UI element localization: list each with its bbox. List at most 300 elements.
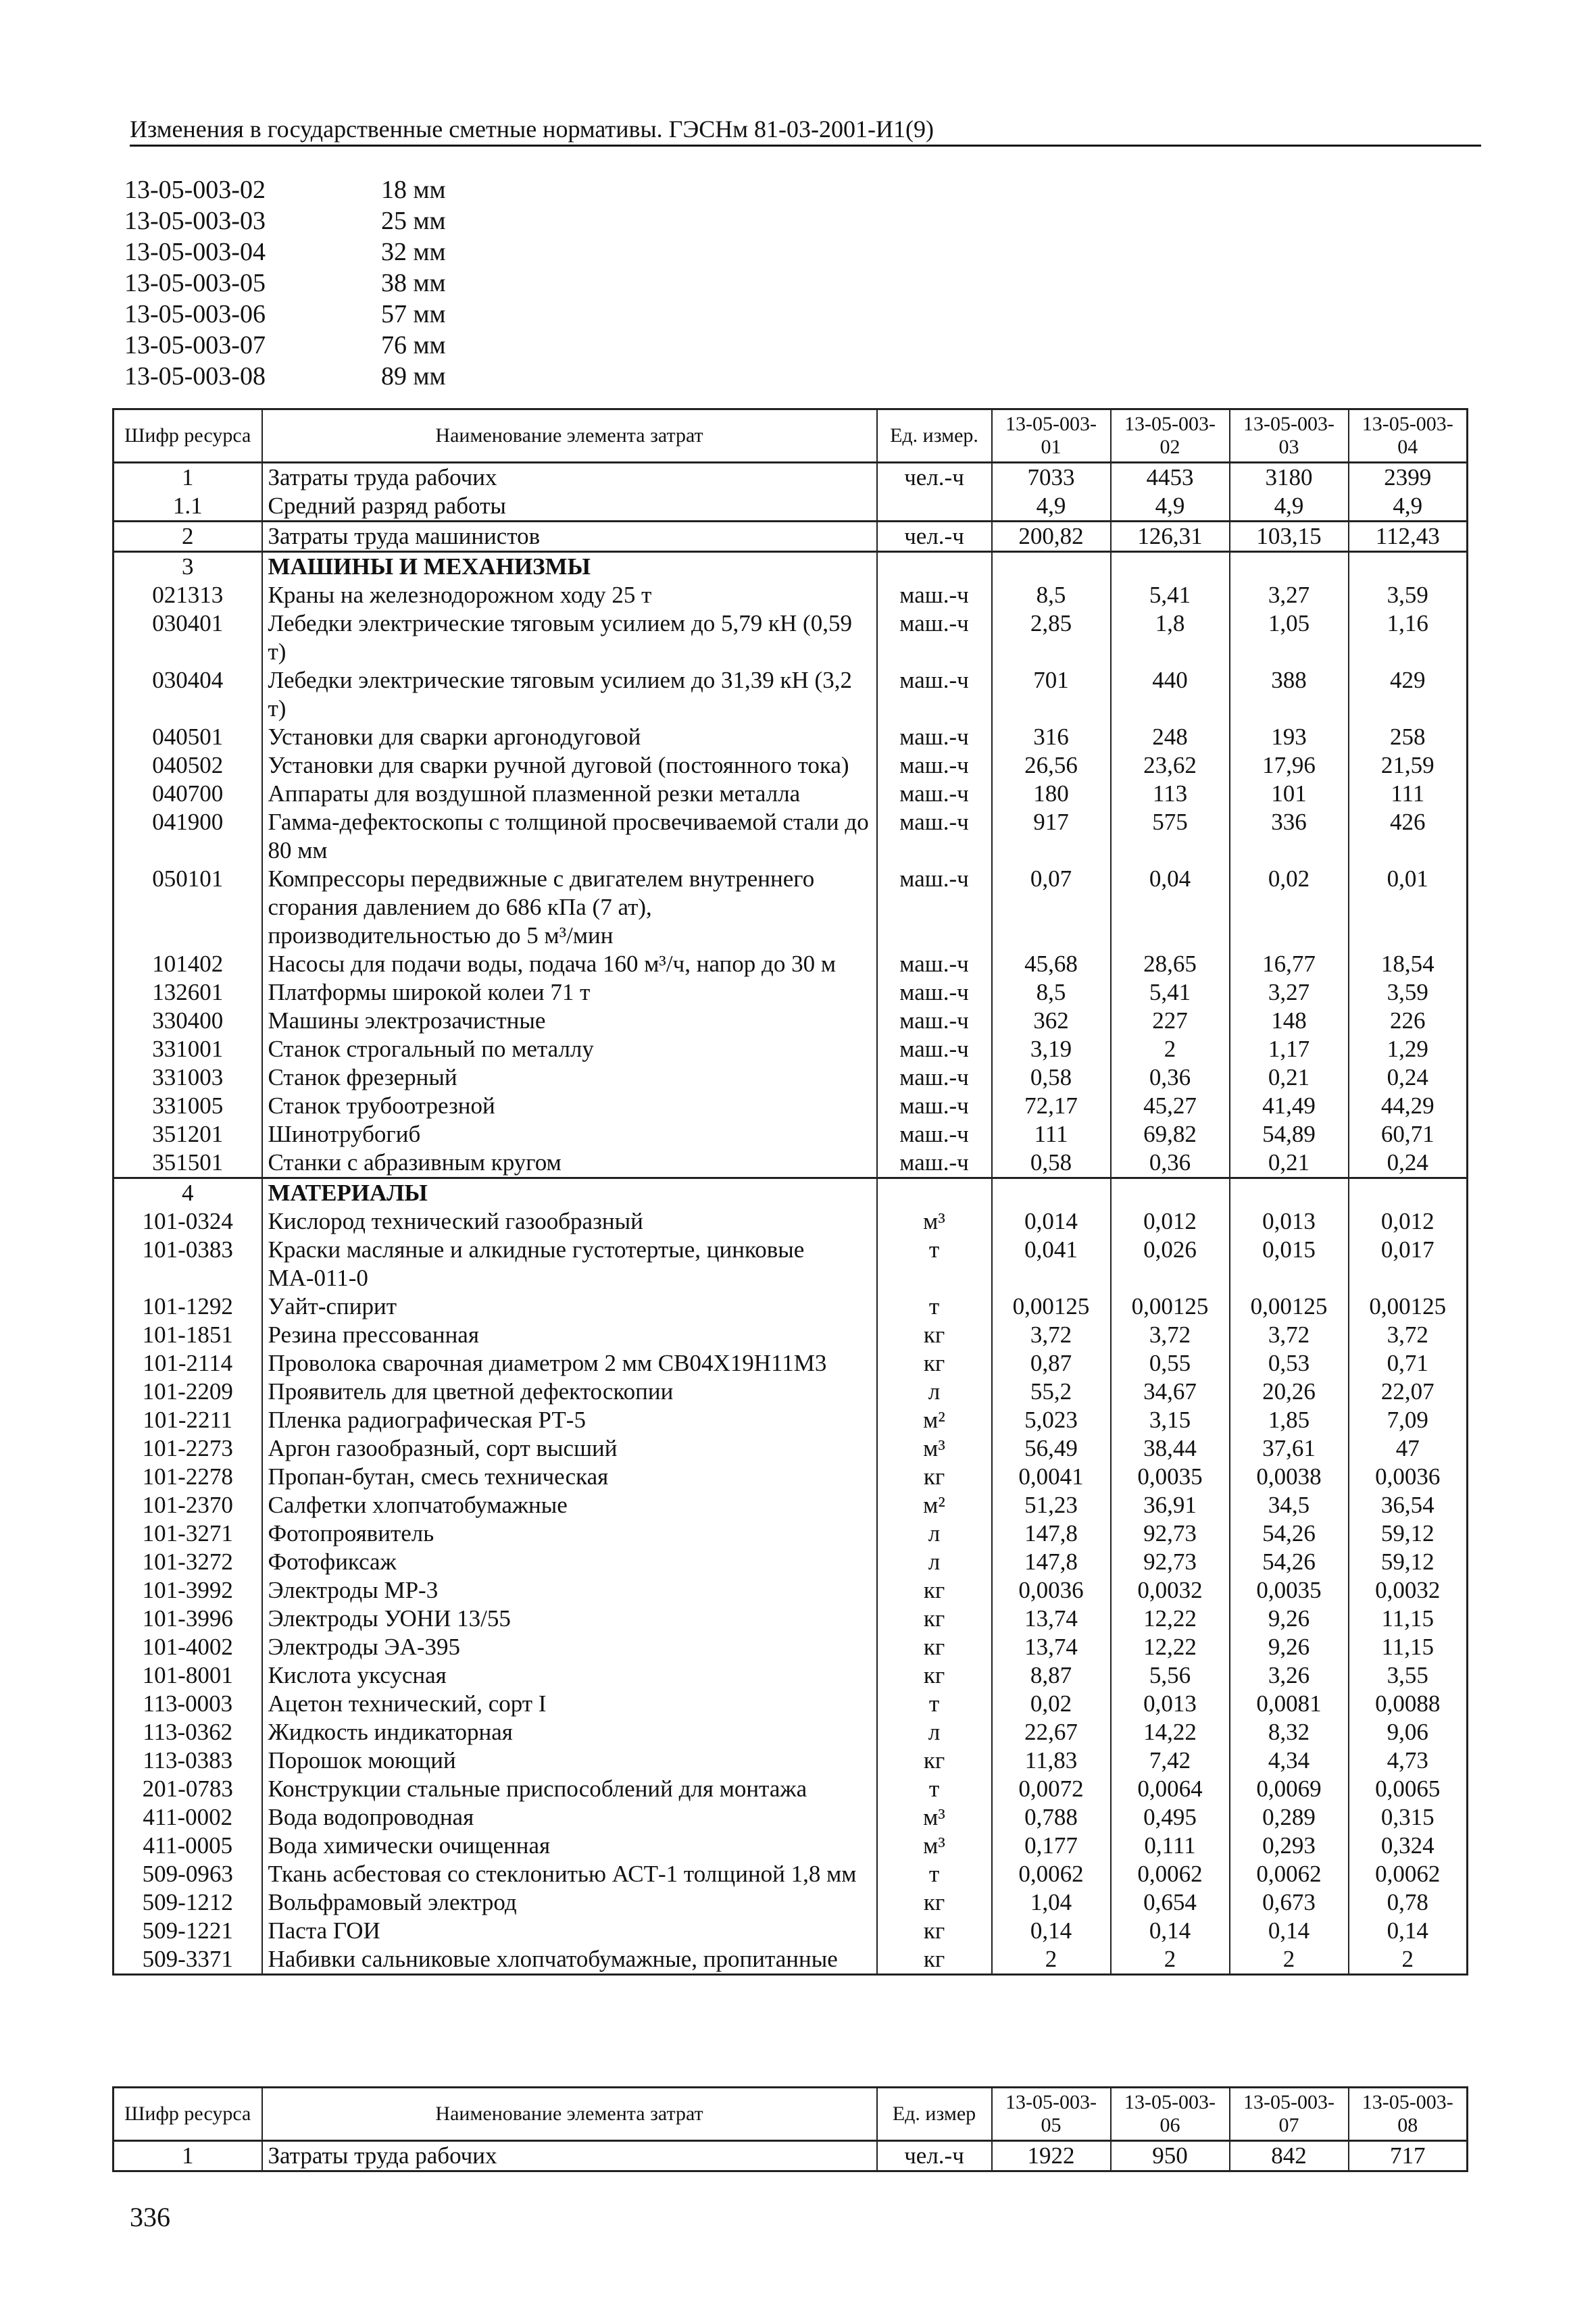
value-cell: 2 — [1349, 1945, 1468, 1975]
value-cell: 126,31 — [1111, 522, 1230, 552]
value-cell: 47 — [1349, 1434, 1468, 1463]
column-header: 13-05-003-08 — [1349, 2088, 1468, 2141]
value-cell: 44,29 — [1349, 1092, 1468, 1120]
code-size-list — [124, 174, 446, 392]
code-row — [124, 174, 446, 205]
value-cell: 3,72 — [1349, 1321, 1468, 1349]
resource-code-cell: 101-3271 — [114, 1519, 262, 1548]
value-cell — [1230, 1178, 1349, 1208]
page-number: 336 — [130, 2202, 170, 2232]
unit-cell: м³ — [877, 1803, 992, 1832]
value-cell: 3,27 — [1230, 581, 1349, 609]
value-cell: 0,87 — [992, 1349, 1111, 1378]
value-cell: 41,49 — [1230, 1092, 1349, 1120]
resource-name-cell: Платформы широкой колеи 71 т — [262, 978, 877, 1007]
value-cell: 0,654 — [1111, 1888, 1230, 1917]
code-label: 13-05-003-05 — [124, 269, 266, 297]
unit-cell: кг — [877, 1463, 992, 1491]
value-cell: 4,9 — [1349, 492, 1468, 522]
value-cell: 5,41 — [1111, 978, 1230, 1007]
resource-code-cell: 351501 — [114, 1149, 262, 1178]
resource-name-cell: Проволока сварочная диаметром 2 мм СВ04Х19Н11М3 — [262, 1349, 877, 1378]
unit-cell: маш.-ч — [877, 1120, 992, 1149]
unit-cell: маш.-ч — [877, 609, 992, 666]
value-cell: 7,42 — [1111, 1746, 1230, 1775]
resource-name-cell: Фотофиксаж — [262, 1548, 877, 1576]
resource-code-cell: 331005 — [114, 1092, 262, 1120]
value-cell: 3,27 — [1230, 978, 1349, 1007]
unit-cell: маш.-ч — [877, 581, 992, 609]
unit-cell: кг — [877, 1605, 992, 1633]
value-cell: 200,82 — [992, 522, 1111, 552]
resource-name-cell: Кислород технический газообразный — [262, 1207, 877, 1236]
resource-code-cell: 101-4002 — [114, 1633, 262, 1661]
value-cell: 3,15 — [1111, 1406, 1230, 1434]
size-label: 89 мм — [381, 362, 446, 391]
table-row — [114, 1463, 1468, 1491]
value-cell: 8,87 — [992, 1661, 1111, 1690]
resource-code-cell: 030401 — [114, 609, 262, 666]
resource-name-cell: Ткань асбестовая со стеклонитью АСТ-1 толщиной 1,8 мм — [262, 1860, 877, 1888]
table-row — [114, 666, 1468, 723]
column-header: Наименование элемента затрат — [262, 409, 877, 463]
value-cell: 51,23 — [992, 1491, 1111, 1519]
resource-name-cell: Установки для сварки аргонодуговой — [262, 723, 877, 751]
value-cell: 103,15 — [1230, 522, 1349, 552]
resource-code-cell: 101-1292 — [114, 1292, 262, 1321]
resource-code-cell: 201-0783 — [114, 1775, 262, 1803]
value-cell — [1230, 552, 1349, 582]
column-header: 13-05-003-01 — [992, 409, 1111, 463]
value-cell: 8,5 — [992, 581, 1111, 609]
table-row — [114, 1661, 1468, 1690]
table-row — [114, 978, 1468, 1007]
value-cell: 950 — [1111, 2141, 1230, 2171]
value-cell: 2 — [992, 1945, 1111, 1975]
resource-name-cell: Лебедки электрические тяговым усилием до 5,79 кН (0,59 т) — [262, 609, 877, 666]
code-row — [124, 236, 446, 268]
value-cell: 0,02 — [1230, 865, 1349, 950]
resource-table-2 — [112, 2086, 1468, 2172]
value-cell: 54,26 — [1230, 1548, 1349, 1576]
value-cell: 11,15 — [1349, 1605, 1468, 1633]
value-cell: 0,0035 — [1111, 1463, 1230, 1491]
code-label: 13-05-003-08 — [124, 362, 266, 391]
value-cell: 0,0069 — [1230, 1775, 1349, 1803]
size-label: 32 мм — [381, 238, 446, 266]
table-row — [114, 1945, 1468, 1975]
column-header: 13-05-003-07 — [1230, 2088, 1349, 2141]
value-cell: 7033 — [992, 463, 1111, 493]
resource-name-cell: Проявитель для цветной дефектоскопии — [262, 1378, 877, 1406]
value-cell: 36,54 — [1349, 1491, 1468, 1519]
resource-code-cell: 509-0963 — [114, 1860, 262, 1888]
resource-name-cell: Компрессоры передвижные с двигателем внутреннего сгорания давлением до 686 кПа (7 ат), производительностью до 5 м³/мин — [262, 865, 877, 950]
table-row — [114, 1035, 1468, 1063]
unit-cell: кг — [877, 1917, 992, 1945]
unit-cell: кг — [877, 1321, 992, 1349]
value-cell: 56,49 — [992, 1434, 1111, 1463]
value-cell: 0,0036 — [1349, 1463, 1468, 1491]
value-cell: 9,26 — [1230, 1633, 1349, 1661]
value-cell: 3,72 — [992, 1321, 1111, 1349]
resource-code-cell: 021313 — [114, 581, 262, 609]
table-row — [114, 463, 1468, 493]
table-row — [114, 808, 1468, 865]
value-cell: 248 — [1111, 723, 1230, 751]
resource-code-cell: 509-1212 — [114, 1888, 262, 1917]
table-row — [114, 552, 1468, 582]
value-cell: 0,21 — [1230, 1063, 1349, 1092]
value-cell: 37,61 — [1230, 1434, 1349, 1463]
resource-name-cell: Вода химически очищенная — [262, 1832, 877, 1860]
value-cell: 2 — [1111, 1945, 1230, 1975]
value-cell: 3,72 — [1230, 1321, 1349, 1349]
code-label: 13-05-003-06 — [124, 300, 266, 328]
table-row — [114, 581, 1468, 609]
value-cell: 0,14 — [1230, 1917, 1349, 1945]
unit-cell: кг — [877, 1349, 992, 1378]
value-cell: 4453 — [1111, 463, 1230, 493]
unit-cell: м³ — [877, 1207, 992, 1236]
resource-code-cell: 030404 — [114, 666, 262, 723]
value-cell: 0,36 — [1111, 1063, 1230, 1092]
value-cell: 12,22 — [1111, 1605, 1230, 1633]
column-header: Наименование элемента затрат — [262, 2088, 877, 2141]
resource-code-cell: 509-1221 — [114, 1917, 262, 1945]
unit-cell: л — [877, 1519, 992, 1548]
value-cell: 316 — [992, 723, 1111, 751]
value-cell: 0,36 — [1111, 1149, 1230, 1178]
value-cell: 4,9 — [1230, 492, 1349, 522]
table-row — [114, 2141, 1468, 2171]
value-cell: 111 — [992, 1120, 1111, 1149]
value-cell: 101 — [1230, 780, 1349, 808]
value-cell: 842 — [1230, 2141, 1349, 2171]
code-label: 13-05-003-03 — [124, 207, 266, 235]
value-cell: 22,67 — [992, 1718, 1111, 1746]
value-cell: 69,82 — [1111, 1120, 1230, 1149]
value-cell: 4,73 — [1349, 1746, 1468, 1775]
table-row — [114, 1832, 1468, 1860]
unit-cell: кг — [877, 1661, 992, 1690]
size-label: 76 мм — [381, 331, 446, 359]
value-cell: 20,26 — [1230, 1378, 1349, 1406]
value-cell: 0,00125 — [1111, 1292, 1230, 1321]
value-cell — [992, 552, 1111, 582]
table-row — [114, 1120, 1468, 1149]
resource-name-cell: Станок трубоотрезной — [262, 1092, 877, 1120]
unit-cell: т — [877, 1236, 992, 1292]
resource-name-cell: МАТЕРИАЛЫ — [262, 1178, 877, 1208]
resource-name-cell: Конструкции стальные приспособлений для монтажа — [262, 1775, 877, 1803]
value-cell: 147,8 — [992, 1519, 1111, 1548]
resource-name-cell: Насосы для подачи воды, подача 160 м³/ч, напор до 30 м — [262, 950, 877, 978]
table-row — [114, 1690, 1468, 1718]
unit-cell: кг — [877, 1888, 992, 1917]
resource-code-cell: 113-0383 — [114, 1746, 262, 1775]
table-row — [114, 1092, 1468, 1120]
value-cell: 1,8 — [1111, 609, 1230, 666]
value-cell: 440 — [1111, 666, 1230, 723]
unit-cell: т — [877, 1690, 992, 1718]
value-cell: 0,315 — [1349, 1803, 1468, 1832]
value-cell: 5,41 — [1111, 581, 1230, 609]
value-cell: 0,0072 — [992, 1775, 1111, 1803]
resource-code-cell: 101-3996 — [114, 1605, 262, 1633]
unit-cell: м² — [877, 1491, 992, 1519]
resource-name-cell: Ацетон технический, сорт I — [262, 1690, 877, 1718]
unit-cell: кг — [877, 1746, 992, 1775]
unit-cell: кг — [877, 1633, 992, 1661]
column-header: 13-05-003-02 — [1111, 409, 1230, 463]
resource-name-cell: Жидкость индикаторная — [262, 1718, 877, 1746]
resource-name-cell: Краны на железнодорожном ходу 25 т — [262, 581, 877, 609]
resource-code-cell: 411-0002 — [114, 1803, 262, 1832]
resource-name-cell: Резина прессованная — [262, 1321, 877, 1349]
table-row — [114, 1063, 1468, 1092]
resource-code-cell: 101-2370 — [114, 1491, 262, 1519]
value-cell: 1,29 — [1349, 1035, 1468, 1063]
value-cell: 717 — [1349, 2141, 1468, 2171]
value-cell: 9,26 — [1230, 1605, 1349, 1633]
table-row — [114, 1321, 1468, 1349]
value-cell: 14,22 — [1111, 1718, 1230, 1746]
value-cell: 9,06 — [1349, 1718, 1468, 1746]
value-cell: 0,58 — [992, 1149, 1111, 1178]
value-cell: 111 — [1349, 780, 1468, 808]
resource-code-cell: 101-0324 — [114, 1207, 262, 1236]
value-cell: 1922 — [992, 2141, 1111, 2171]
table-row — [114, 1860, 1468, 1888]
table-row — [114, 780, 1468, 808]
value-cell: 0,324 — [1349, 1832, 1468, 1860]
resource-name-cell: Электроды УОНИ 13/55 — [262, 1605, 877, 1633]
resource-code-cell: 1.1 — [114, 492, 262, 522]
value-cell: 0,014 — [992, 1207, 1111, 1236]
value-cell: 7,09 — [1349, 1406, 1468, 1434]
unit-cell: м³ — [877, 1832, 992, 1860]
value-cell: 2399 — [1349, 463, 1468, 493]
table-row — [114, 1207, 1468, 1236]
resource-name-cell: Затраты труда рабочих — [262, 463, 877, 493]
unit-cell: маш.-ч — [877, 1007, 992, 1035]
value-cell: 575 — [1111, 808, 1230, 865]
resource-name-cell: Краски масляные и алкидные густотертые, цинковые МА-011-0 — [262, 1236, 877, 1292]
unit-cell: маш.-ч — [877, 1063, 992, 1092]
resource-name-cell: Фотопроявитель — [262, 1519, 877, 1548]
value-cell: 1,05 — [1230, 609, 1349, 666]
value-cell: 0,013 — [1111, 1690, 1230, 1718]
table-row — [114, 1917, 1468, 1945]
resource-code-cell: 101-1851 — [114, 1321, 262, 1349]
value-cell: 4,34 — [1230, 1746, 1349, 1775]
value-cell: 193 — [1230, 723, 1349, 751]
resource-code-cell: 101-2273 — [114, 1434, 262, 1463]
value-cell: 2 — [1111, 1035, 1230, 1063]
value-cell: 1,17 — [1230, 1035, 1349, 1063]
resource-code-cell: 101-2209 — [114, 1378, 262, 1406]
resource-code-cell: 040700 — [114, 780, 262, 808]
value-cell: 5,023 — [992, 1406, 1111, 1434]
value-cell: 113 — [1111, 780, 1230, 808]
value-cell: 3,59 — [1349, 581, 1468, 609]
resource-code-cell: 4 — [114, 1178, 262, 1208]
table-row — [114, 522, 1468, 552]
column-header: 13-05-003-03 — [1230, 409, 1349, 463]
column-header: Шифр ресурса — [114, 409, 262, 463]
value-cell: 0,017 — [1349, 1236, 1468, 1292]
value-cell — [1349, 552, 1468, 582]
column-header: 13-05-003-06 — [1111, 2088, 1230, 2141]
value-cell: 0,0062 — [1349, 1860, 1468, 1888]
value-cell: 45,27 — [1111, 1092, 1230, 1120]
code-row — [124, 299, 446, 330]
table-row — [114, 1519, 1468, 1548]
size-label: 25 мм — [381, 207, 446, 235]
value-cell: 429 — [1349, 666, 1468, 723]
value-cell: 18,54 — [1349, 950, 1468, 978]
resource-table-1 — [112, 408, 1468, 1976]
resource-code-cell: 101-8001 — [114, 1661, 262, 1690]
value-cell: 0,0062 — [1111, 1860, 1230, 1888]
value-cell: 60,71 — [1349, 1120, 1468, 1149]
value-cell — [1111, 552, 1230, 582]
value-cell: 23,62 — [1111, 751, 1230, 780]
resource-name-cell: Пленка радиографическая РТ-5 — [262, 1406, 877, 1434]
resource-code-cell: 113-0362 — [114, 1718, 262, 1746]
unit-cell: маш.-ч — [877, 1035, 992, 1063]
resource-name-cell: Лебедки электрические тяговым усилием до 31,39 кН (3,2 т) — [262, 666, 877, 723]
resource-code-cell: 101-2211 — [114, 1406, 262, 1434]
table-row — [114, 1718, 1468, 1746]
table-row — [114, 1178, 1468, 1208]
resource-code-cell: 509-3371 — [114, 1945, 262, 1975]
table-row — [114, 1548, 1468, 1576]
value-cell: 59,12 — [1349, 1519, 1468, 1548]
value-cell: 0,0032 — [1111, 1576, 1230, 1605]
resource-code-cell: 101-2278 — [114, 1463, 262, 1491]
value-cell: 0,21 — [1230, 1149, 1349, 1178]
value-cell: 0,07 — [992, 865, 1111, 950]
resource-name-cell: МАШИНЫ И МЕХАНИЗМЫ — [262, 552, 877, 582]
resource-code-cell: 2 — [114, 522, 262, 552]
resource-name-cell: Аппараты для воздушной плазменной резки металла — [262, 780, 877, 808]
value-cell: 0,0064 — [1111, 1775, 1230, 1803]
resource-code-cell: 113-0003 — [114, 1690, 262, 1718]
resource-code-cell: 040502 — [114, 751, 262, 780]
value-cell: 0,55 — [1111, 1349, 1230, 1378]
value-cell: 0,0088 — [1349, 1690, 1468, 1718]
unit-cell: л — [877, 1548, 992, 1576]
unit-cell: кг — [877, 1945, 992, 1975]
value-cell: 0,0062 — [992, 1860, 1111, 1888]
value-cell: 1,85 — [1230, 1406, 1349, 1434]
value-cell: 0,24 — [1349, 1149, 1468, 1178]
resource-name-cell: Станок фрезерный — [262, 1063, 877, 1092]
table-row — [114, 1378, 1468, 1406]
table-row — [114, 751, 1468, 780]
resource-name-cell: Уайт-спирит — [262, 1292, 877, 1321]
column-header: 13-05-003-05 — [992, 2088, 1111, 2141]
value-cell: 0,041 — [992, 1236, 1111, 1292]
value-cell: 0,0032 — [1349, 1576, 1468, 1605]
unit-cell: маш.-ч — [877, 950, 992, 978]
resource-name-cell: Шинотрубогиб — [262, 1120, 877, 1149]
value-cell: 55,2 — [992, 1378, 1111, 1406]
value-cell: 227 — [1111, 1007, 1230, 1035]
value-cell: 0,013 — [1230, 1207, 1349, 1236]
table-row — [114, 1803, 1468, 1832]
resource-name-cell: Установки для сварки ручной дуговой (постоянного тока) — [262, 751, 877, 780]
table-row — [114, 1349, 1468, 1378]
resource-code-cell: 050101 — [114, 865, 262, 950]
value-cell: 3180 — [1230, 463, 1349, 493]
resource-name-cell: Салфетки хлопчатобумажные — [262, 1491, 877, 1519]
resource-code-cell: 1 — [114, 2141, 262, 2171]
value-cell: 72,17 — [992, 1092, 1111, 1120]
value-cell: 8,32 — [1230, 1718, 1349, 1746]
value-cell: 2 — [1230, 1945, 1349, 1975]
value-cell: 0,58 — [992, 1063, 1111, 1092]
value-cell: 59,12 — [1349, 1548, 1468, 1576]
unit-cell: кг — [877, 1576, 992, 1605]
value-cell: 4,9 — [1111, 492, 1230, 522]
resource-name-cell: Пропан-бутан, смесь техническая — [262, 1463, 877, 1491]
resource-code-cell: 351201 — [114, 1120, 262, 1149]
table-row — [114, 609, 1468, 666]
code-row — [124, 330, 446, 361]
value-cell: 4,9 — [992, 492, 1111, 522]
value-cell: 0,0062 — [1230, 1860, 1349, 1888]
value-cell: 388 — [1230, 666, 1349, 723]
table-row — [114, 1236, 1468, 1292]
unit-cell: маш.-ч — [877, 666, 992, 723]
value-cell: 0,673 — [1230, 1888, 1349, 1917]
value-cell: 0,293 — [1230, 1832, 1349, 1860]
value-cell: 17,96 — [1230, 751, 1349, 780]
table-row — [114, 1491, 1468, 1519]
value-cell: 12,22 — [1111, 1633, 1230, 1661]
resource-name-cell: Кислота уксусная — [262, 1661, 877, 1690]
value-cell: 0,289 — [1230, 1803, 1349, 1832]
value-cell: 0,04 — [1111, 865, 1230, 950]
value-cell: 0,0065 — [1349, 1775, 1468, 1803]
value-cell: 426 — [1349, 808, 1468, 865]
unit-cell: чел.-ч — [877, 522, 992, 552]
value-cell: 11,83 — [992, 1746, 1111, 1775]
value-cell: 22,07 — [1349, 1378, 1468, 1406]
size-label: 38 мм — [381, 269, 446, 297]
value-cell: 0,00125 — [1349, 1292, 1468, 1321]
column-header: Ед. измер — [877, 2088, 992, 2141]
resource-name-cell: Средний разряд работы — [262, 492, 877, 522]
value-cell — [1111, 1178, 1230, 1208]
table-row — [114, 1746, 1468, 1775]
unit-cell: м² — [877, 1406, 992, 1434]
code-row — [124, 268, 446, 299]
value-cell: 28,65 — [1111, 950, 1230, 978]
unit-cell: маш.-ч — [877, 865, 992, 950]
resource-name-cell: Машины электрозачистные — [262, 1007, 877, 1035]
value-cell: 258 — [1349, 723, 1468, 751]
value-cell: 148 — [1230, 1007, 1349, 1035]
value-cell — [992, 1178, 1111, 1208]
table-row — [114, 492, 1468, 522]
table-row — [114, 1888, 1468, 1917]
size-label: 57 мм — [381, 300, 446, 328]
value-cell: 0,0036 — [992, 1576, 1111, 1605]
